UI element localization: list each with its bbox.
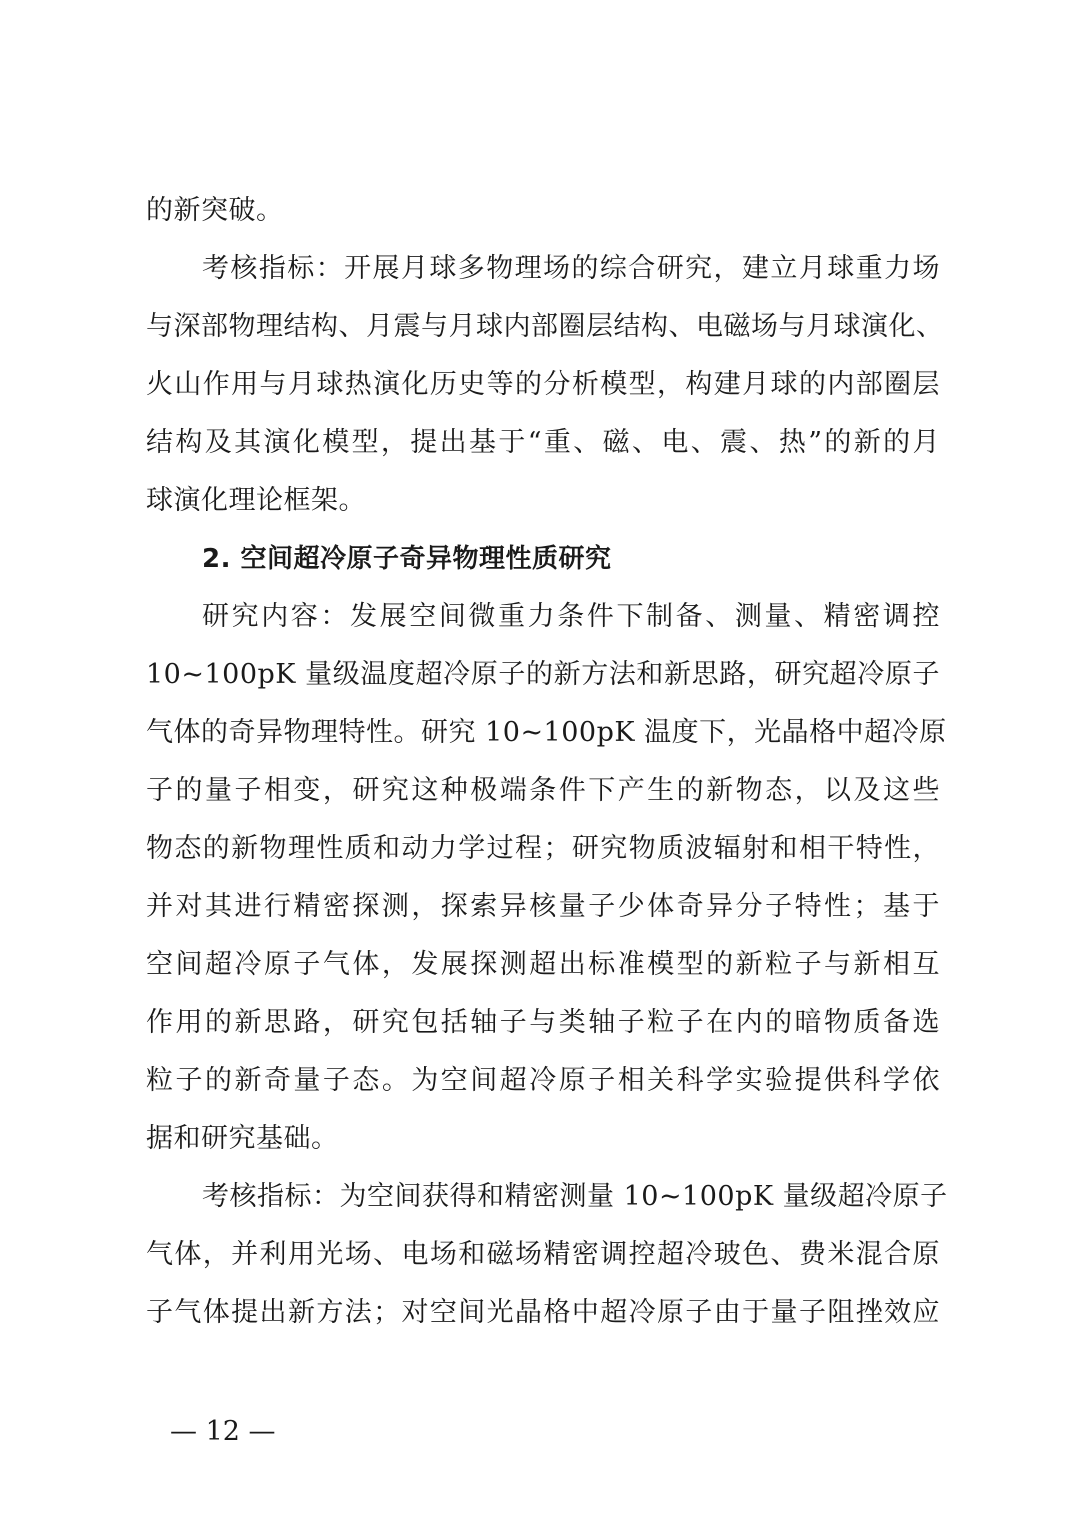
body-text bbox=[146, 182, 948, 1342]
text-line: 粒子的新奇量子态。为空间超冷原子相关科学实验提供科学依 bbox=[146, 1065, 940, 1096]
text-line: 球演化理论框架。 bbox=[146, 485, 366, 516]
text-line: 物态的新物理性质和动力学过程；研究物质波辐射和相干特性， bbox=[146, 833, 940, 864]
text-line: 结构及其演化模型，提出基于“重、磁、电、震、热”的新的月 bbox=[146, 427, 940, 458]
text-line: 火山作用与月球热演化历史等的分析模型，构建月球的内部圈层 bbox=[146, 369, 940, 400]
text-line: 子的量子相变，研究这种极端条件下产生的新物态，以及这些 bbox=[146, 775, 940, 806]
text-line: 空间超冷原子气体，发展探测超出标准模型的新粒子与新相互 bbox=[146, 949, 940, 980]
paragraph-start-line: 研究内容：发展空间微重力条件下制备、测量、精密调控 bbox=[202, 601, 940, 632]
text-line: 与深部物理结构、月震与月球内部圈层结构、电磁场与月球演化、 bbox=[146, 311, 944, 342]
text-line: 气体，并利用光场、电场和磁场精密调控超冷玻色、费米混合原 bbox=[146, 1239, 940, 1270]
paragraph-start-line: 考核指标：为空间获得和精密测量 10~100pK 量级超冷原子 bbox=[202, 1181, 948, 1212]
page-number: — 12 — bbox=[170, 1416, 276, 1447]
text-line: 气体的奇异物理特性。研究 10~100pK 温度下，光晶格中超冷原 bbox=[146, 717, 947, 748]
text-line: 作用的新思路，研究包括轴子与类轴子粒子在内的暗物质备选 bbox=[146, 1007, 940, 1038]
text-line: 的新突破。 bbox=[146, 195, 284, 226]
text-line: 10~100pK 量级温度超冷原子的新方法和新思路，研究超冷原子 bbox=[146, 659, 940, 690]
paragraph-start-line: 考核指标：开展月球多物理场的综合研究，建立月球重力场 bbox=[202, 253, 940, 284]
text-line: 子气体提出新方法；对空间光晶格中超冷原子由于量子阻挫效应 bbox=[146, 1297, 940, 1328]
text-line: 据和研究基础。 bbox=[146, 1123, 339, 1154]
text-line: 并对其进行精密探测，探索异核量子少体奇异分子特性；基于 bbox=[146, 891, 940, 922]
section-heading: 2. 空间超冷原子奇异物理性质研究 bbox=[202, 544, 612, 574]
